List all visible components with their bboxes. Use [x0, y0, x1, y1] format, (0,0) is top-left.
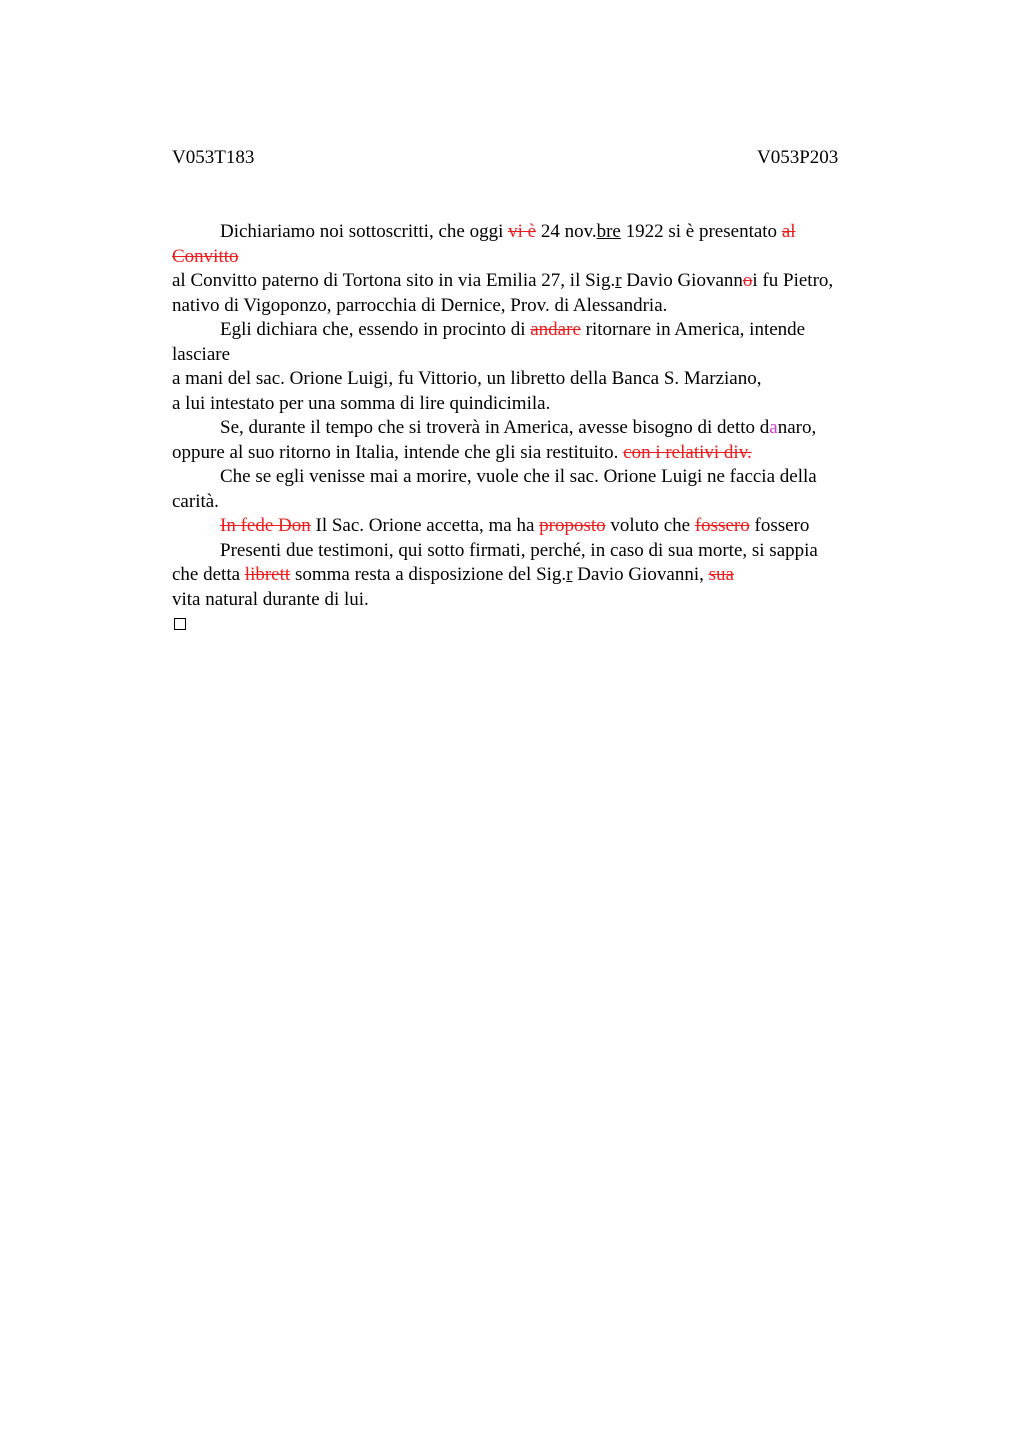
- deleted-text: andare: [530, 319, 581, 340]
- text-run: che detta: [172, 564, 245, 585]
- underlined-text: r: [566, 564, 573, 585]
- text-line: [172, 245, 902, 270]
- text-line: [172, 294, 902, 319]
- deleted-text: con i relativi div.: [623, 441, 752, 463]
- text-line: [172, 318, 902, 343]
- text-run: ritornare in America, intende: [580, 319, 806, 340]
- text-line: [172, 465, 902, 490]
- text-run: Se, durante il tempo che si troverà in America, avesse bisogno di detto d: [220, 417, 770, 438]
- text-line: [172, 367, 902, 392]
- text-run: Davio Giovanni,: [572, 564, 709, 585]
- deleted-text: vi è: [508, 221, 537, 242]
- text-run: fossero: [749, 515, 810, 536]
- text-run: i fu Pietro,: [752, 270, 834, 291]
- deleted-text: librett: [244, 564, 291, 585]
- text-run: Che se egli venisse mai a morire, vuole che il sac. Orione Luigi ne faccia della: [220, 466, 817, 487]
- text-run: naro,: [777, 417, 817, 438]
- text-run: Dichiariamo noi sottoscritti, che oggi: [220, 221, 509, 242]
- text-run: a mani del sac. Orione Luigi, fu Vittorio, un libretto della Banca S. Marziano,: [172, 368, 762, 389]
- text-line: [172, 490, 902, 515]
- text-run: 24 nov.: [536, 221, 597, 242]
- underlined-text: r: [615, 270, 622, 291]
- text-line: [172, 563, 902, 588]
- text-line: [172, 392, 902, 417]
- text-run: 1922 si è presentato: [620, 221, 782, 242]
- deleted-text: al: [781, 221, 796, 242]
- text-run: carità.: [172, 490, 219, 512]
- text-line: [172, 441, 902, 466]
- text-run: Presenti due testimoni, qui sotto firmati, perché, in caso di sua morte, si sappia: [220, 539, 818, 561]
- text-line: [172, 514, 902, 539]
- deleted-text: fossero: [694, 515, 750, 536]
- text-line: [172, 343, 902, 368]
- text-run: vita natural durante di lui.: [172, 588, 369, 610]
- text-run: Egli dichiara che, essendo in procinto di: [220, 319, 531, 340]
- text-line: [172, 588, 902, 613]
- header-left-code: V053T183: [172, 147, 255, 168]
- text-run: nativo di Vigoponzo, parrocchia di Dernice, Prov. di Alessandria.: [172, 294, 668, 316]
- text-run: al Convitto paterno di Tortona sito in via Emilia 27, il Sig.: [172, 270, 616, 291]
- deleted-text: sua: [708, 564, 734, 585]
- deleted-text: Convitto: [172, 245, 239, 267]
- text-run: somma resta a disposizione del Sig.: [290, 564, 567, 585]
- text-run: Il Sac. Orione accetta, ma ha: [310, 515, 540, 536]
- text-line: [172, 612, 902, 637]
- deleted-text: proposto: [539, 515, 606, 536]
- text-run: oppure al suo ritorno in Italia, intende che gli sia restituito.: [172, 441, 624, 463]
- document-body: [172, 220, 902, 637]
- text-line: [172, 220, 902, 245]
- inserted-text: a: [769, 417, 778, 438]
- text-run: lasciare: [172, 343, 231, 365]
- deleted-text: o: [742, 270, 753, 291]
- underlined-text: bre: [596, 221, 621, 242]
- text-line: [172, 539, 902, 564]
- text-run: Davio Giovann: [621, 270, 743, 291]
- text-run: voluto che: [605, 515, 695, 536]
- deleted-text: In fede Don: [220, 515, 311, 536]
- text-run: a lui intestato per una somma di lire quindicimila.: [172, 392, 551, 414]
- checkbox-square-icon: [174, 618, 186, 630]
- header-right-code: V053P203: [757, 147, 839, 168]
- text-line: [172, 269, 902, 294]
- text-line: [172, 416, 902, 441]
